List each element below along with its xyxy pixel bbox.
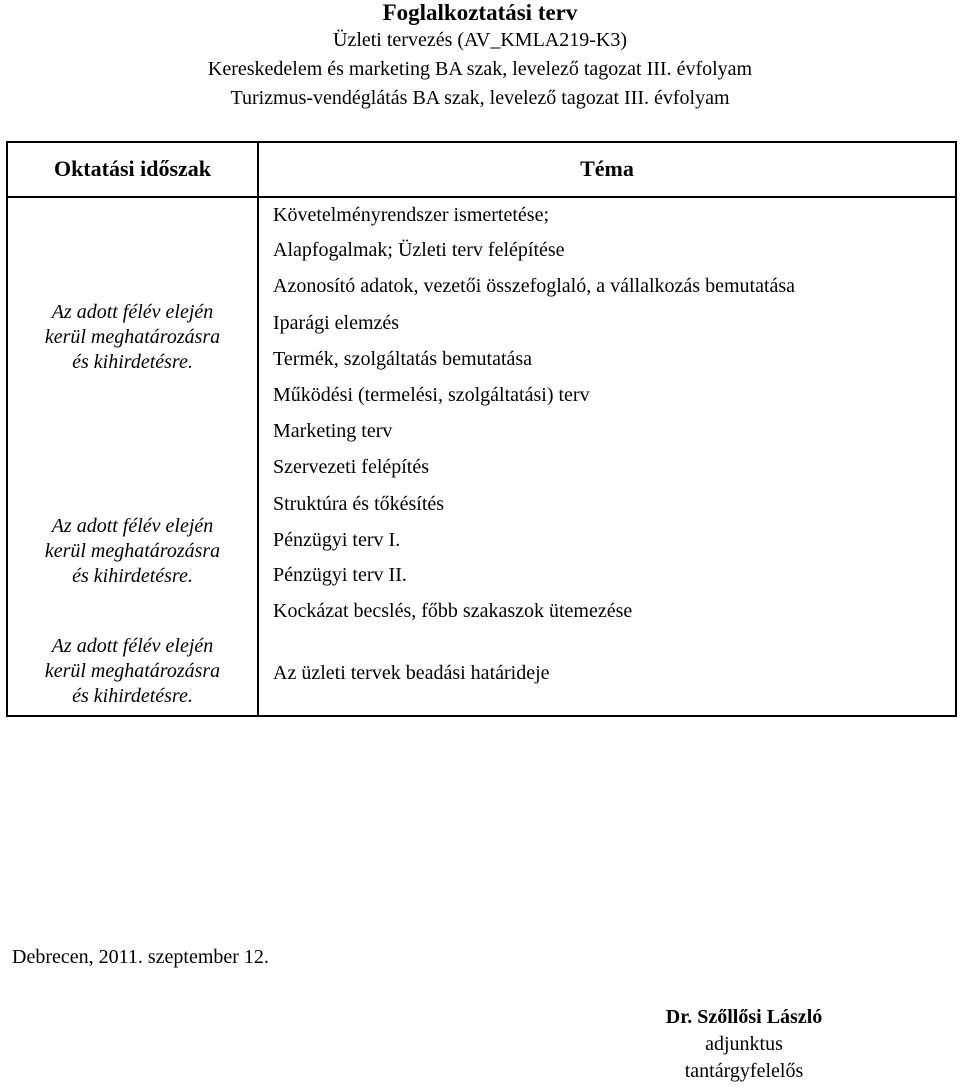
period-cell <box>8 300 257 375</box>
document-header <box>0 0 960 113</box>
topic-item: Struktúra és tőkésítés <box>273 493 445 515</box>
period-line: kerül meghatározásra <box>44 326 221 348</box>
course-subtitle: Üzleti tervezés (AV_KMLA219-K3) <box>333 29 627 51</box>
topic-item: Kockázat becslés, főbb szakaszok ütemezése <box>273 600 633 622</box>
topic-item: Alapfogalmak; Üzleti terv felépítése <box>273 239 565 261</box>
period-line: kerül meghatározásra <box>44 660 221 682</box>
topic-item: Pénzügyi terv II. <box>273 564 407 586</box>
period-line: Az adott félév elején <box>51 301 214 323</box>
period-line: és kihirdetésre. <box>72 351 193 373</box>
topic-item: Pénzügyi terv I. <box>273 529 401 551</box>
topic-column-header: Téma <box>259 143 955 198</box>
document-title: Foglalkoztatási terv <box>382 0 578 25</box>
signer-title: adjunktus <box>705 1033 783 1055</box>
topic-item: Működési (termelési, szolgáltatási) terv <box>273 384 590 406</box>
document-date: Debrecen, 2011. szeptember 12. <box>12 946 269 968</box>
signer-name: Dr. Szőllősi László <box>665 1006 823 1028</box>
topic-item: Azonosító adatok, vezetői összefoglaló, a vállalkozás bemutatása <box>273 275 796 297</box>
period-column-header: Oktatási időszak <box>8 143 257 198</box>
period-line: Az adott félév elején <box>51 515 214 537</box>
period-column <box>8 143 259 715</box>
topic-item: Követelményrendszer ismertetése; <box>273 204 549 226</box>
signer-role: tantárgyfelelős <box>684 1060 804 1082</box>
program-line-1: Kereskedelem és marketing BA szak, levelező tagozat III. évfolyam <box>207 58 753 80</box>
topic-item: Szervezeti felépítés <box>273 456 430 478</box>
period-line: kerül meghatározásra <box>44 540 221 562</box>
topic-item: Termék, szolgáltatás bemutatása <box>273 348 533 370</box>
period-cell <box>8 634 257 709</box>
period-line: Az adott félév elején <box>51 635 214 657</box>
period-line: és kihirdetésre. <box>72 685 193 707</box>
topic-column <box>259 143 955 715</box>
period-line: és kihirdetésre. <box>72 565 193 587</box>
program-line-2: Turizmus-vendéglátás BA szak, levelező tagozat III. évfolyam <box>230 87 730 109</box>
topic-item: Marketing terv <box>273 420 393 442</box>
signature-block <box>614 1004 874 1085</box>
topic-item: Az üzleti tervek beadási határideje <box>273 662 550 684</box>
topic-item: Iparági elemzés <box>273 312 400 334</box>
schedule-table <box>6 141 957 717</box>
period-cell <box>8 514 257 589</box>
